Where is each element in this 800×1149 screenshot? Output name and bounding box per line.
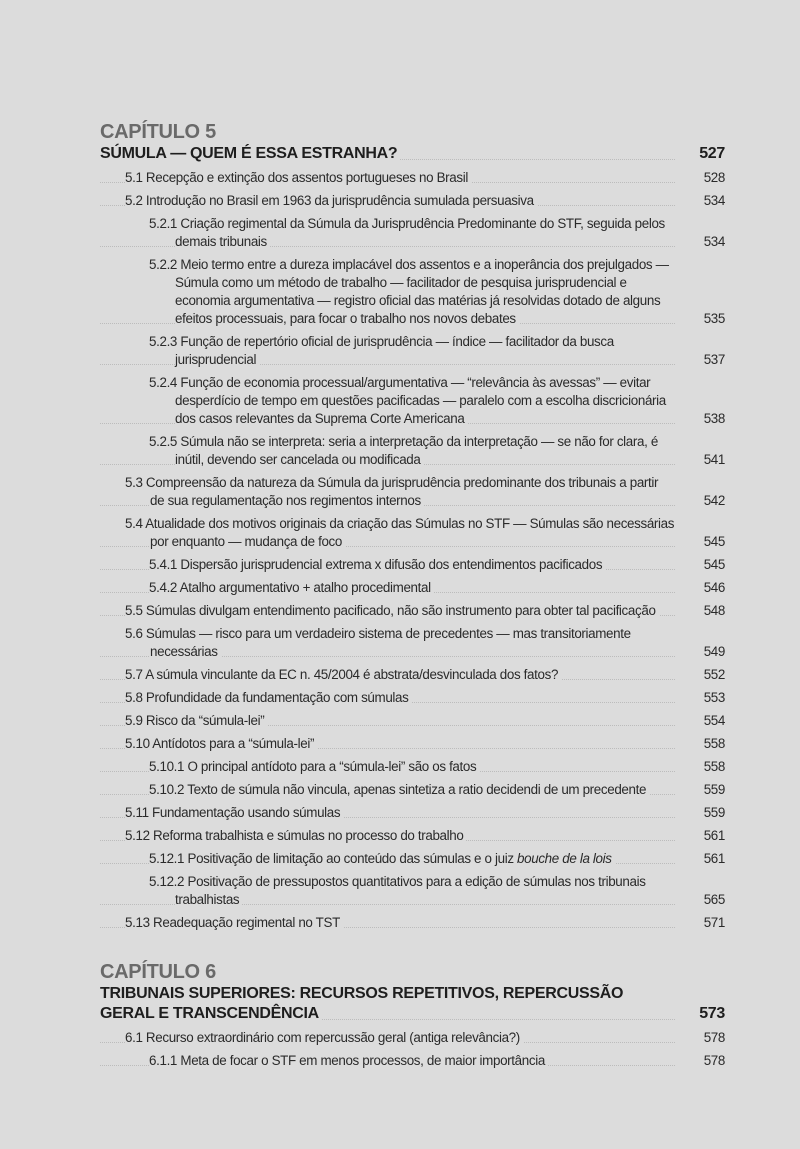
entry-title [149, 759, 479, 774]
entry-text: 5.10.2 Texto de súmula não vincula, apenas sintetiza a ratio decidendi de um precedente [149, 782, 647, 797]
entry-text: 5.2.3 Função de repertório oficial de jurisprudência — índice — facilitador da busca jurisprudencial [149, 334, 614, 367]
page-number: 578 [703, 1030, 725, 1045]
toc-entry[interactable] [100, 758, 725, 776]
entry-text: 5.2.5 Súmula não se interpreta: seria a interpretação da interpretação — se não for clara, é inútil, devendo ser cancelada ou modificada [149, 434, 658, 467]
entry-title [149, 851, 615, 866]
toc-entry[interactable] [100, 515, 725, 551]
entry-title [149, 216, 665, 249]
page-number: 558 [703, 736, 725, 751]
page-number: 534 [703, 193, 725, 208]
page-number: 554 [703, 713, 725, 728]
entry-title [149, 580, 434, 595]
page-number: 535 [703, 311, 725, 326]
chapter-section [100, 120, 725, 932]
toc-entry[interactable] [100, 192, 725, 210]
entry-text: 5.13 Readequação regimental no TST [125, 915, 340, 930]
toc-entry[interactable] [100, 712, 725, 730]
page-number: 542 [703, 493, 725, 508]
toc-entry[interactable] [100, 333, 725, 369]
page-number: 545 [703, 534, 725, 549]
entry-title [149, 434, 658, 467]
entry-text: 5.2.2 Meio termo entre a dureza implacável dos assentos e a inoperância dos prejulgados — Súmula como um método de trabalho — facilitador de pesquisa jurisprudencial e economia argumentativa — registro oficial das matérias já resolvidas dotado de alguns efeitos processuais, para focar o trabalho nos novos debates [149, 257, 669, 326]
entry-text: 5.4.2 Atalho argumentativo + atalho procedimental [149, 580, 431, 595]
page-number: 545 [703, 557, 725, 572]
toc-entry[interactable] [100, 873, 725, 909]
toc-entry[interactable] [100, 1052, 725, 1070]
page-number: 538 [703, 411, 725, 426]
toc-entry[interactable] [100, 215, 725, 251]
page-number: 534 [703, 234, 725, 249]
toc-entry[interactable] [100, 556, 725, 574]
entry-title [149, 557, 605, 572]
entry-text: 5.5 Súmulas divulgam entendimento pacificado, não são instrumento para obter tal pacificação [125, 603, 656, 618]
page-number: 548 [703, 603, 725, 618]
entry-title [125, 626, 631, 659]
chapter-title: SÚMULA — QUEM É ESSA ESTRANHA? [100, 145, 400, 162]
entry-text: 6.1 Recurso extraordinário com repercussão geral (antiga relevância?) [125, 1030, 520, 1045]
entry-text: 5.12.1 Positivação de limitação ao conteúdo das súmulas e o juiz [149, 851, 518, 866]
toc-entry[interactable] [100, 666, 725, 684]
chapter-label: CAPÍTULO 5 [100, 121, 216, 143]
page-number: 553 [703, 690, 725, 705]
entry-text: 5.10.1 O principal antídoto para a “súmula-lei” são os fatos [149, 759, 477, 774]
toc-entry[interactable] [100, 827, 725, 845]
page-number: 527 [699, 145, 725, 162]
toc-entry[interactable] [100, 256, 725, 328]
page-number: 571 [703, 915, 725, 930]
entry-text: 5.2 Introdução no Brasil em 1963 da jurisprudência sumulada persuasiva [125, 193, 534, 208]
entry-text: 5.12.2 Positivação de pressupostos quantitativos para a edição de súmulas nos tribunais trabalhistas [149, 874, 646, 907]
entry-title [125, 516, 674, 549]
chapter-title-entry[interactable] [100, 984, 725, 1024]
toc-entry[interactable] [100, 433, 725, 469]
table-of-contents [100, 120, 725, 1070]
page-number: 559 [703, 805, 725, 820]
chapter-section [100, 960, 725, 1070]
chapter-title: TRIBUNAIS SUPERIORES: RECURSOS REPETITIVOS, REPERCUSSÃO GERAL E TRANSCENDÊNCIA [100, 985, 624, 1022]
entry-title [125, 915, 343, 930]
entry-text: 5.4.1 Dispersão jurisprudencial extrema x difusão dos entendimentos pacificados [149, 557, 603, 572]
page-number: 528 [703, 170, 725, 185]
toc-entry[interactable] [100, 579, 725, 597]
page-number: 537 [703, 352, 725, 367]
entry-title [125, 170, 471, 185]
entry-text: 5.3 Compreensão da natureza da Súmula da jurisprudência predominante dos tribunais a partir de sua regulamentação nos regimentos internos [125, 475, 659, 508]
toc-entry[interactable] [100, 781, 725, 799]
entry-title [149, 375, 666, 426]
entry-text: 6.1.1 Meta de focar o STF em menos processos, de maior importância [149, 1053, 545, 1068]
entry-text: 5.12 Reforma trabalhista e súmulas no processo do trabalho [125, 828, 464, 843]
entry-title [149, 257, 669, 326]
entry-title [125, 475, 658, 508]
entry-title [149, 1053, 548, 1068]
page-number: 549 [703, 644, 725, 659]
page-number: 561 [703, 851, 725, 866]
page-number: 546 [703, 580, 725, 595]
entry-title [125, 667, 561, 682]
toc-entry[interactable] [100, 914, 725, 932]
page-number: 578 [703, 1053, 725, 1068]
toc-entry[interactable] [100, 850, 725, 868]
page-number: 541 [703, 452, 725, 467]
entry-text: 5.6 Súmulas — risco para um verdadeiro sistema de precedentes — mas transitoriamente necessárias [125, 626, 631, 659]
chapter-label: CAPÍTULO 6 [100, 961, 216, 983]
entry-title [125, 193, 537, 208]
entry-text: 5.7 A súmula vinculante da EC n. 45/2004 é abstrata/desvinculada dos fatos? [125, 667, 559, 682]
toc-entry[interactable] [100, 1029, 725, 1047]
toc-entry[interactable] [100, 374, 725, 428]
entry-title [125, 1030, 523, 1045]
page-number: 573 [699, 1005, 725, 1022]
entry-title [125, 690, 412, 705]
toc-entry[interactable] [100, 625, 725, 661]
toc-entry[interactable] [100, 474, 725, 510]
entry-title [125, 736, 317, 751]
toc-entry[interactable] [100, 169, 725, 187]
toc-entry[interactable] [100, 689, 725, 707]
entry-text: 5.10 Antídotos para a “súmula-lei” [125, 736, 315, 751]
entry-title [149, 334, 614, 367]
chapter-title-entry[interactable] [100, 144, 725, 164]
entry-text: 5.9 Risco da “súmula-lei” [125, 713, 265, 728]
entry-title [149, 874, 646, 907]
entry-title [125, 805, 343, 820]
entry-title [125, 713, 267, 728]
page-number: 565 [703, 892, 725, 907]
page-number: 561 [703, 828, 725, 843]
page-number: 552 [703, 667, 725, 682]
page-number: 558 [703, 759, 725, 774]
page-number: 559 [703, 782, 725, 797]
entry-italic-text: bouche de la lois [517, 851, 612, 866]
toc-entry[interactable] [100, 735, 725, 753]
entry-title [149, 782, 649, 797]
entry-text: 5.11 Fundamentação usando súmulas [125, 805, 341, 820]
entry-text: 5.2.1 Criação regimental da Súmula da Jurisprudência Predominante do STF, seguida pelos demais tribunais [149, 216, 665, 249]
entry-text: 5.8 Profundidade da fundamentação com súmulas [125, 690, 409, 705]
entry-text: 5.4 Atualidade dos motivos originais da criação das Súmulas no STF — Súmulas são necessárias por enquanto — mudança de foco [125, 516, 675, 549]
entry-text: 5.1 Recepção e extinção dos assentos portugueses no Brasil [125, 170, 468, 185]
entry-title [125, 828, 466, 843]
entry-title [125, 603, 659, 618]
toc-entry[interactable] [100, 804, 725, 822]
entry-text: 5.2.4 Função de economia processual/argumentativa — “relevância às avessas” — evitar desperdício de tempo em questões pacificadas — paralelo com a escolha discricionária dos casos relevantes da Suprema Corte Americana [149, 375, 666, 426]
toc-entry[interactable] [100, 602, 725, 620]
